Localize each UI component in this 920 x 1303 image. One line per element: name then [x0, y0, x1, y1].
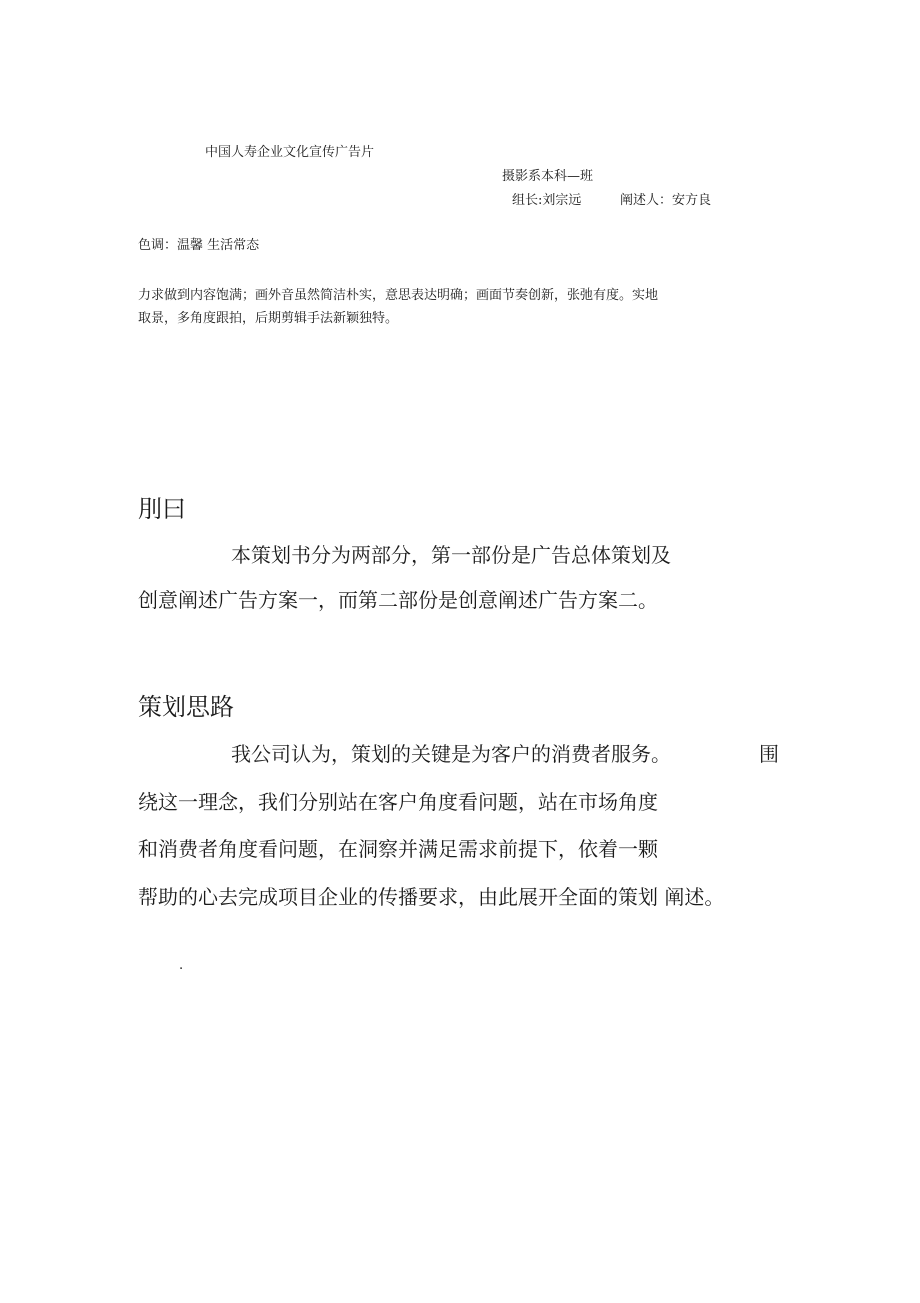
preface-line-1: 本策划书分为两部分，第一部份是广告总体策划及	[231, 543, 671, 567]
tone-label: 色调：温馨 生活常态	[138, 238, 260, 253]
strategy-line-4: 帮助的心去完成项目企业的传播要求，由此展开全面的策划 阐述。	[138, 885, 725, 909]
department-label: 摄影系本科—班	[502, 169, 594, 184]
narrator-label: 阐述人：安方良	[620, 193, 712, 208]
strategy-line-3: 和消费者角度看问题，在洞察并满足需求前提下，依着一颗	[138, 837, 658, 861]
strategy-line-1: 我公司认为，策划的关键是为客户的消费者服务。	[231, 742, 671, 766]
summary-line-1: 力求做到内容饱满；画外音虽然简洁朴实，意思表达明确；画面节奏创新，张弛有度。实地	[138, 288, 659, 303]
strategy-line-2: 绕这一理念，我们分别站在客户角度看问题，站在市场角度	[138, 790, 658, 814]
preface-heading: 刖曰	[138, 495, 186, 523]
leader-label: 组长:刘宗远	[512, 193, 582, 208]
document-title: 中国人寿企业文化宣传广告片	[205, 145, 375, 160]
preface-line-2: 创意阐述广告方案一，而第二部份是创意阐述广告方案二。	[138, 588, 658, 612]
summary-line-2: 取景，多角度跟拍，后期剪辑手法新颖独特。	[138, 311, 399, 326]
strategy-line-1-end: 围	[759, 742, 779, 766]
footer-dot: .	[179, 958, 184, 973]
strategy-heading: 策划思路	[138, 693, 234, 721]
